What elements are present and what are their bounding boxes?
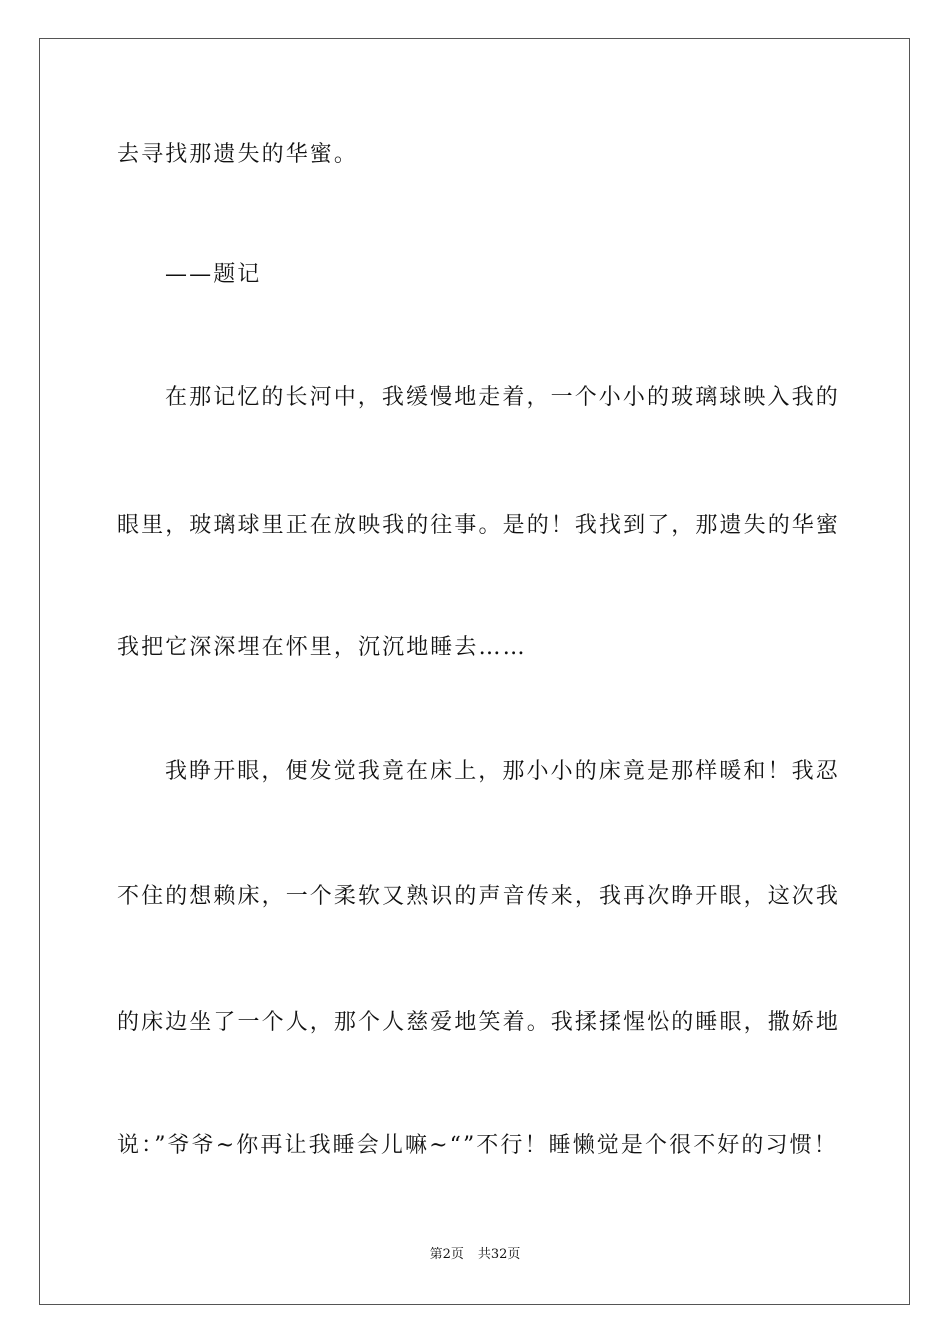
paragraph-2-line-2: 不住的想赖床，一个柔软又熟识的声音传来，我再次睁开眼，这次我 <box>117 884 841 909</box>
page-border <box>39 38 910 1305</box>
paragraph-1-line-1: 在那记忆的长河中，我缓慢地走着，一个小小的玻璃球映入我的 <box>165 385 840 410</box>
page-total: 共32页 <box>477 1247 521 1262</box>
paragraph-2-line-4: 说：”爷爷~你再让我睡会儿嘛~“”不行！睡懒觉是个很不好的习惯！ <box>117 1133 838 1158</box>
epigraph-attribution: ——题记 <box>165 262 262 287</box>
text-line-1: 去寻找那遗失的华蜜。 <box>117 142 359 167</box>
paragraph-1-line-2: 眼里，玻璃球里正在放映我的往事。是的！我找到了，那遗失的华蜜 <box>117 513 841 538</box>
paragraph-2-line-3: 的床边坐了一个人，那个人慈爱地笑着。我揉揉惺忪的睡眼，撒娇地 <box>117 1010 841 1035</box>
paragraph-1-line-3: 我把它深深埋在怀里，沉沉地睡去…… <box>117 635 527 660</box>
paragraph-2-line-1: 我睁开眼，便发觉我竟在床上，那小小的床竟是那样暖和！我忍 <box>165 759 840 784</box>
page-footer <box>0 1246 950 1264</box>
page-number: 第2页 <box>429 1247 464 1262</box>
